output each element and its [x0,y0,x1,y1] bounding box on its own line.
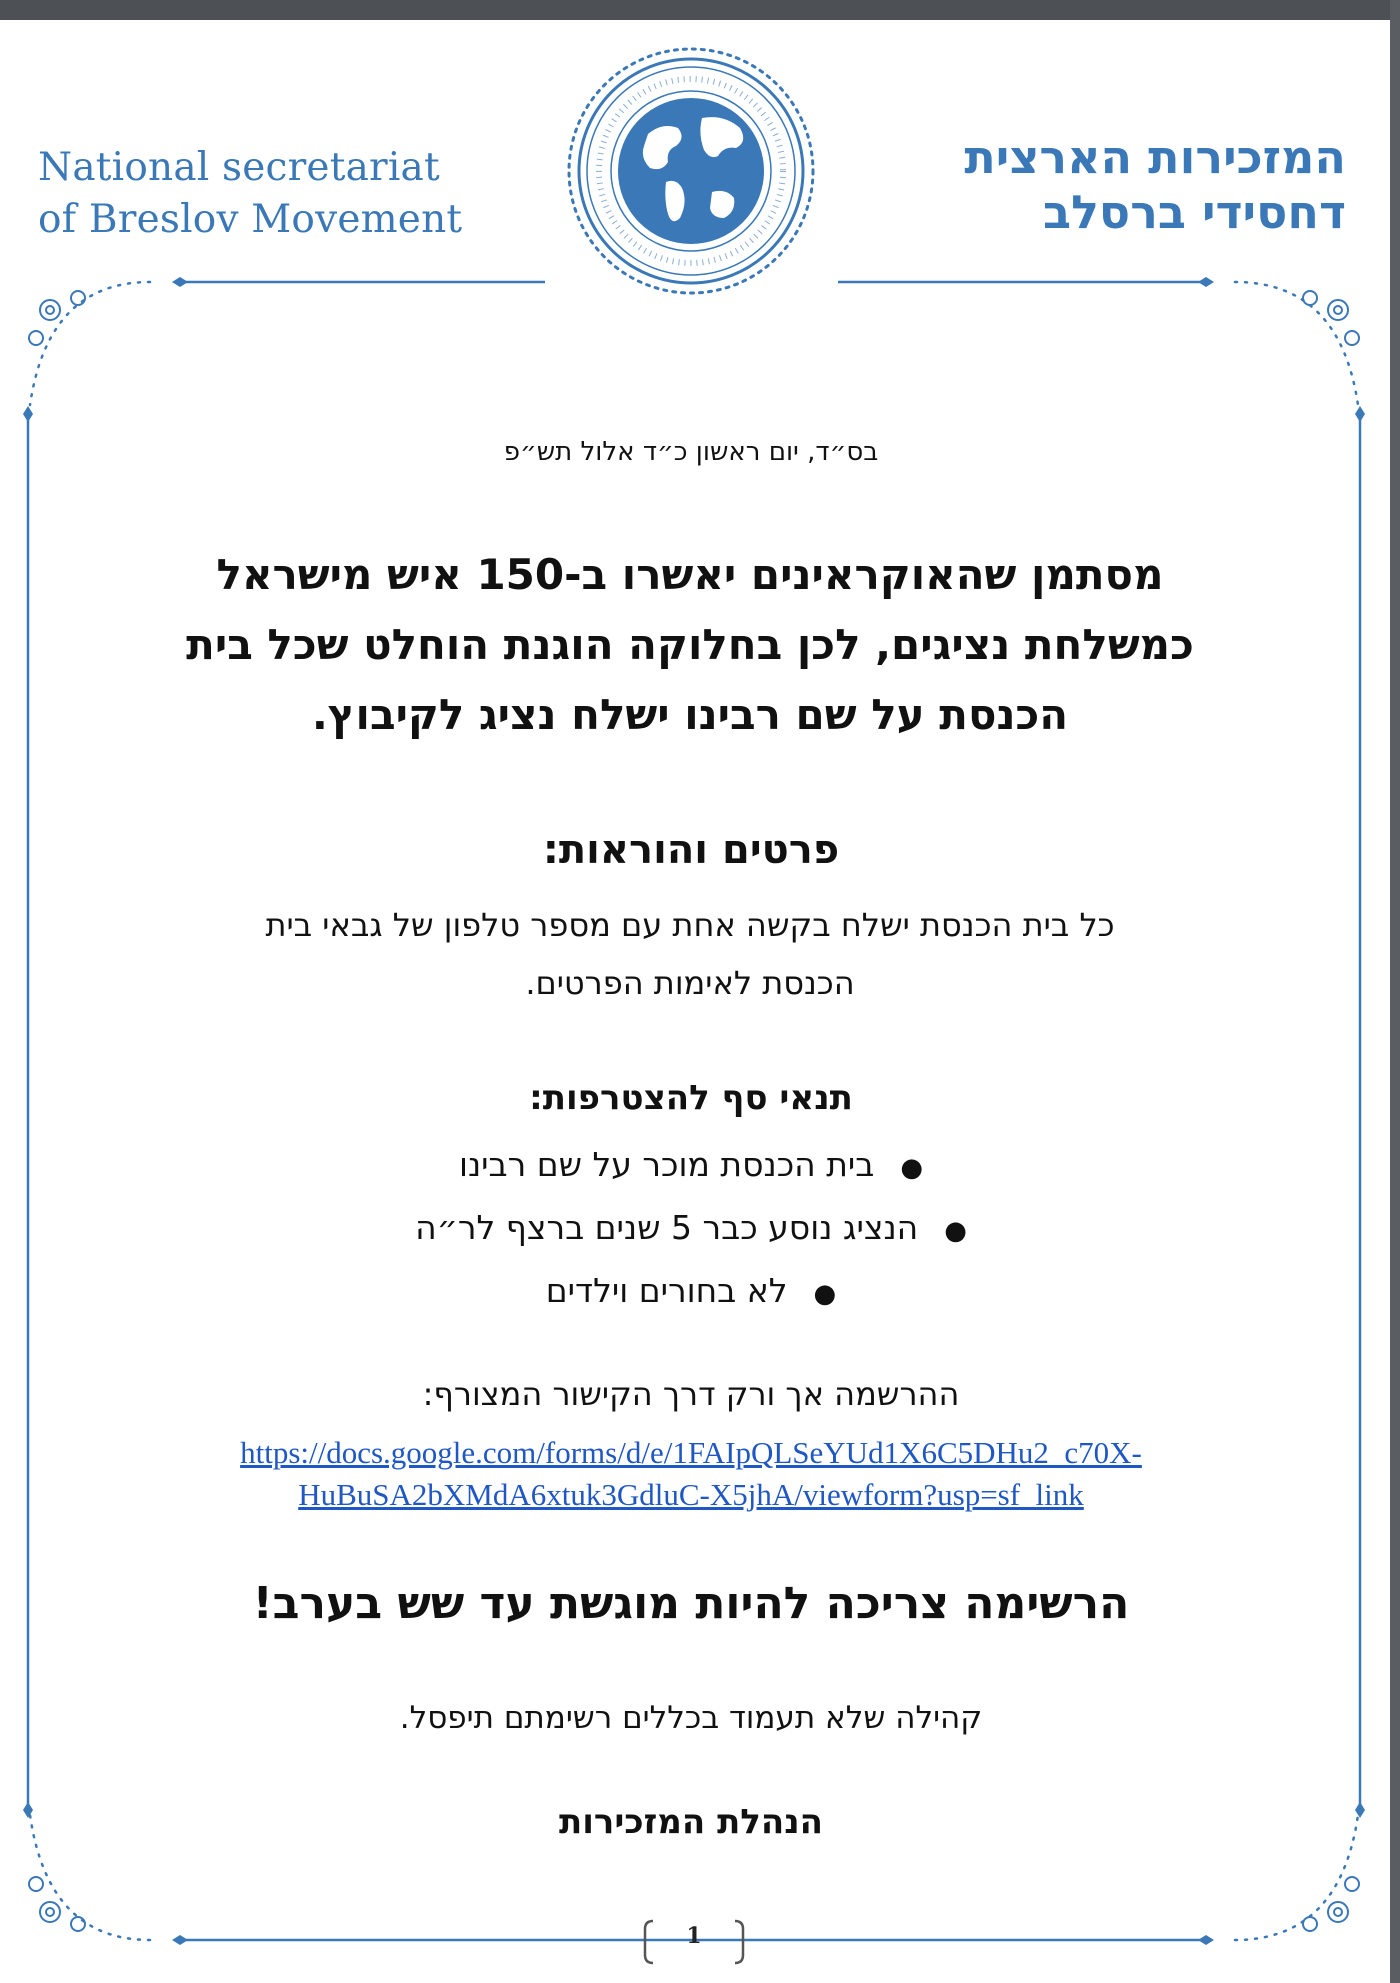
document-page [0,20,1390,1983]
conditions-list [120,1135,1262,1324]
conditions-title: תנאי סף להצטרפות: [529,1078,853,1118]
condition-text: בית הכנסת מוכר על שם רבינו [458,1145,875,1184]
details-text [150,896,1230,1012]
org-name-english-line1: National secretariat [38,145,440,190]
registration-link-line1[interactable]: https://docs.google.com/forms/d/e/1FAIpQLSeYUd1X6C5DHu2_c70X- [240,1435,1142,1470]
page-number: 1 [686,1923,702,1949]
condition-text: לא בחורים וילדים [545,1271,788,1310]
org-name-hebrew-line1: המזכירות הארצית [964,130,1346,184]
org-name-english-line2: of Breslov Movement [38,197,463,242]
page-number-box [639,1919,749,1965]
viewer-top-bar [0,0,1400,20]
registration-link[interactable] [120,1432,1262,1516]
condition-text: הנציג נוסע כבר 5 שנים ברצף לר״ה [415,1208,919,1247]
list-item [120,1198,1262,1261]
details-line1: כל בית הכנסת ישלח בקשה אחת עם מספר טלפון של גבאי בית [265,906,1115,944]
document-date: בס״ד, יום ראשון כ״ד אלול תש״פ [503,437,879,467]
deadline-notice: הרשימה צריכה להיות מוגשת עד שש בערב! [252,1578,1130,1629]
org-name-hebrew [880,130,1346,240]
org-name-hebrew-line2: דחסידי ברסלב [1043,185,1346,239]
details-line2: הכנסת לאימות הפרטים. [525,964,855,1002]
bullet-icon: ● [900,1153,924,1183]
headline-line3: הכנסת על שם רבינו ישלח נציג לקיבוץ. [311,690,1069,739]
headline-line1: מסתמן שהאוקראינים יאשרו ב-150 איש מישראל [216,550,1164,599]
headline [150,540,1230,750]
list-item [120,1261,1262,1324]
details-title: פרטים והוראות: [542,827,840,873]
registration-intro: ההרשמה אך ורק דרך הקישור המצורף: [422,1375,960,1413]
list-item [120,1135,1262,1198]
registration-link-line2[interactable]: HuBuSA2bXMdA6xtuk3GdluC-X5jhA/viewform?usp=sf_link [298,1477,1084,1512]
headline-line2: כמשלחת נציגים, לכן בחלוקה הוגנת הוחלט שכל בית [186,620,1194,669]
bullet-icon: ● [813,1279,837,1309]
globe-seal-icon [562,42,820,300]
org-name-english [38,142,478,246]
viewer-scrollbar[interactable] [1390,0,1400,1983]
signature: הנהלת המזכירות [559,1802,823,1842]
warning-text: קהילה שלא תעמוד בכללים רשימתם תיפסל. [399,1700,983,1736]
bullet-icon: ● [944,1216,967,1246]
